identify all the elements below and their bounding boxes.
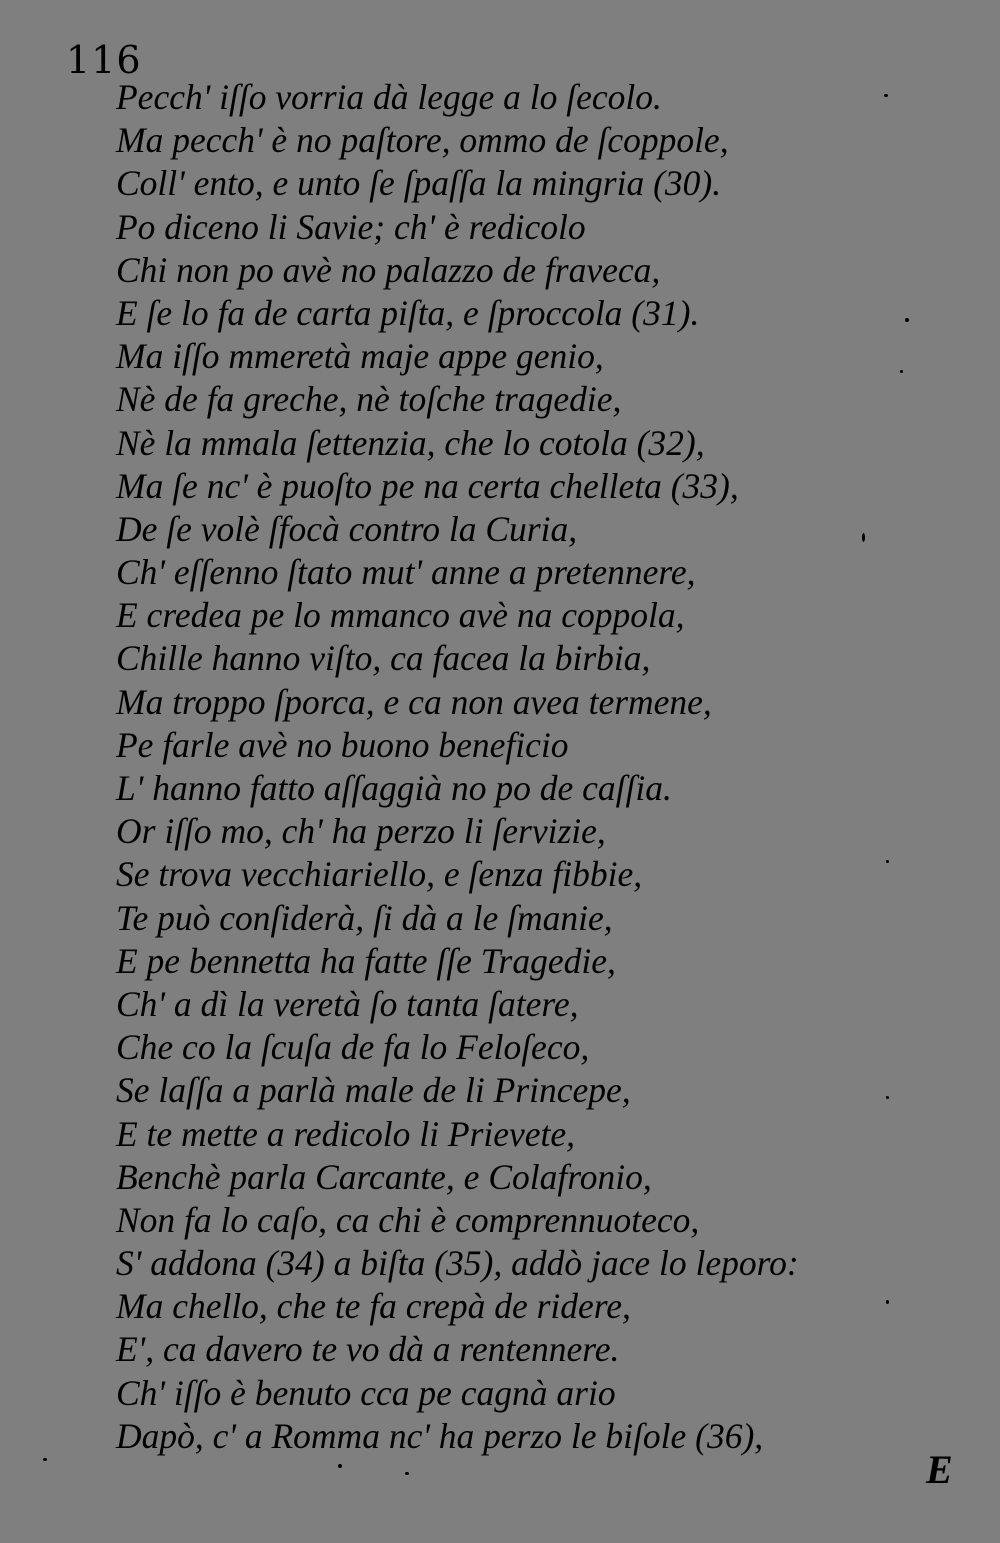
verse-line: Nè de fa greche, nè toſche tragedie, (116, 379, 622, 420)
verse-line: E pe bennetta ha fatte ſſe Tragedie, (116, 940, 616, 981)
verse-line: E ſe lo fa de carta piſta, e ſproccola (31). (116, 292, 700, 333)
verse-line: E te mette a redicolo li Prievete, (116, 1113, 576, 1154)
scan-speck (886, 860, 889, 863)
verse-line: Ch' a dì la veretà ſo tanta ſatere, (116, 983, 579, 1024)
verse-line: Chille hanno viſto, ca facea la birbia, (116, 638, 651, 679)
verse-line: Se laſſa a parlà male de li Princepe, (116, 1070, 631, 1111)
verse-line: Nè la mmala ſettenzia, che lo cotola (32), (116, 422, 705, 463)
verse-line: Ch' eſſenno ſtato mut' anne a pretennere, (116, 552, 696, 593)
verse-line: L' hanno fatto aſſaggià no po de caſſia. (116, 768, 672, 808)
verse-line: Po diceno li Savie; ch' è redicolo (116, 206, 586, 247)
verse-line: Pe farle avè no buono beneficio (116, 724, 569, 765)
verse-line: Ma iſſo mmeretà maje appe genio, (116, 336, 604, 377)
page-number: 116 (66, 38, 142, 82)
scan-speck (905, 318, 909, 322)
verse-line: Te può conſiderà, ſi dà a le ſmanie, (116, 897, 613, 938)
verse-line: Ma troppo ſporca, e ca non avea termene, (116, 681, 712, 722)
verse-body (116, 76, 976, 1458)
scan-speck (886, 1300, 889, 1304)
verse-line: Ma pecch' è no paſtore, ommo de ſcoppole, (116, 120, 729, 161)
verse-line: Coll' ento, e unto ſe ſpaſſa la mingria (30). (116, 163, 722, 204)
verse-line: Or iſſo mo, ch' ha perzo li ſervizie, (116, 811, 606, 852)
verse-line: Benchè parla Carcante, e Colafronio, (116, 1156, 652, 1197)
verse-line: Ch' iſſo è benuto cca pe cagnà ario (116, 1372, 616, 1413)
verse-line: Che co la ſcuſa de fa lo Feloſeco, (116, 1027, 590, 1068)
scan-speck (405, 1472, 409, 1475)
verse-line: Ma ſe nc' è puoſto pe na certa chelleta (33), (116, 465, 739, 506)
verse-line: E credea pe lo mmanco avè na coppola, (116, 595, 685, 636)
verse-line: Non fa lo caſo, ca chi è comprennuoteco, (116, 1199, 700, 1240)
scan-speck (900, 370, 903, 373)
verse-line: Chi non po avè no palazzo de fraveca, (116, 249, 661, 290)
verse-line: S' addona (34) a biſta (35), addò jace lo leporo: (116, 1243, 799, 1284)
scan-speck (884, 94, 888, 97)
verse-line: De ſe volè ſfocà contro la Curia, (116, 508, 578, 549)
verse-line: Pecch' iſſo vorria dà legge a lo ſecolo. (116, 77, 662, 117)
catchword: E (926, 1447, 953, 1492)
verse-line: E', ca davero te vo dà a rentennere. (116, 1329, 620, 1370)
verse-line: Dapò, c' a Romma nc' ha perzo le biſole (36), (116, 1415, 764, 1456)
verse-line: Ma chello, che te fa crepà de ridere, (116, 1286, 631, 1327)
scan-speck (886, 1096, 889, 1099)
scan-speck (43, 1458, 47, 1461)
scan-speck (862, 533, 865, 542)
verse-line: Se trova vecchiariello, e ſenza fibbie, (116, 854, 643, 895)
scan-speck (338, 1464, 342, 1468)
